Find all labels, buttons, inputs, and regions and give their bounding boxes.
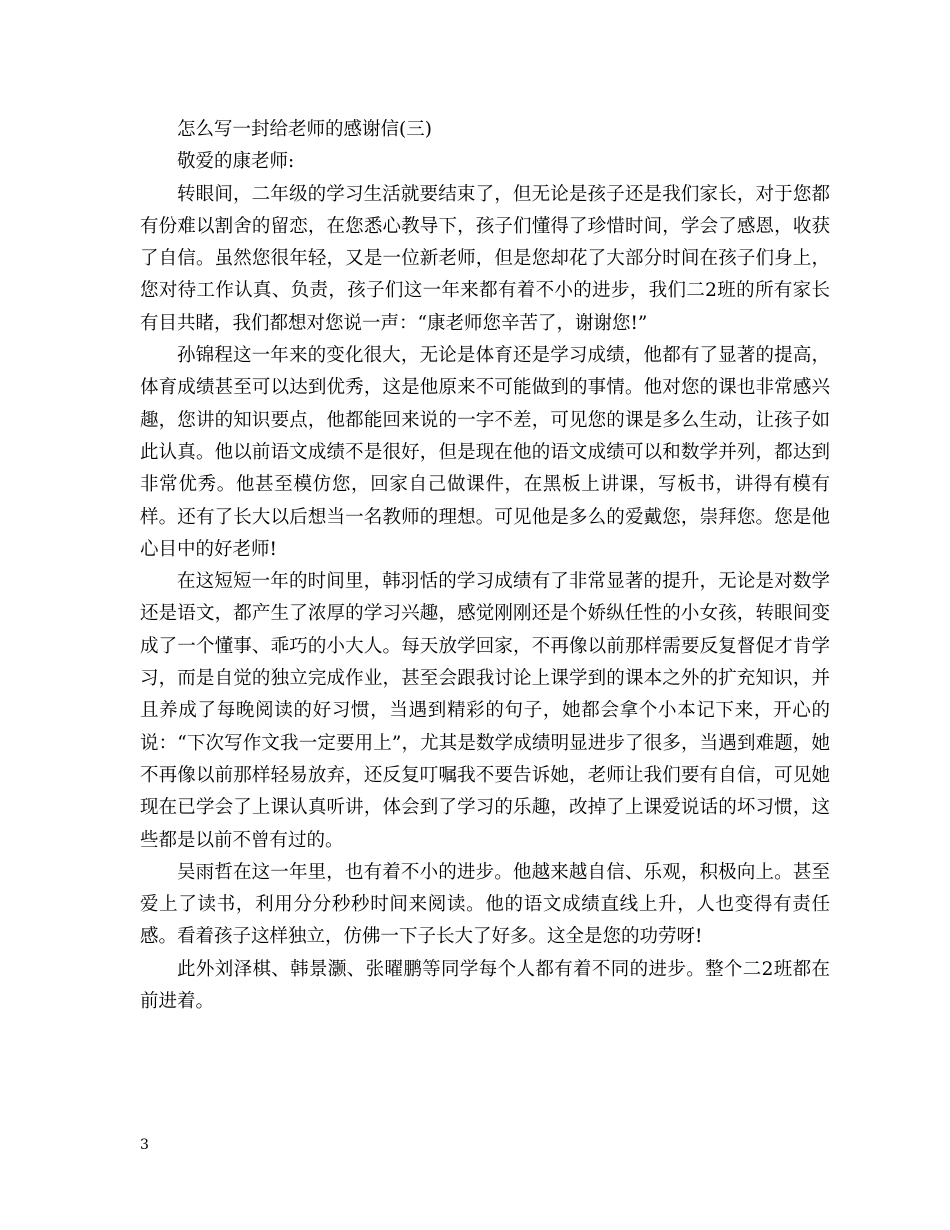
page-number: 3 [140,1137,149,1153]
letter-salutation: 敬爱的康老师: [177,151,295,173]
paragraph-3: 在这短短一年的时间里，韩羽恬的学习成绩有了非常显著的提升，无论是对数学还是语文，都产生了浓厚的学习兴趣，感觉刚刚还是个娇纵任性的小女孩，转眼间变成了一个懂事、乖巧的小大人。每天放学回家，不再像以前那样需要反复督促才肯学习，而是自觉的独立完成作业，甚至会跟我讨论上课学到的课本之外的扩充知识，并且养成了每晚阅读的好习惯，当遇到精彩的句子，她都会拿个小本记下来，开心的说：“下次写作文我一定要用上”，尤其是数学成绩明显进步了很多，当遇到难题，她不再像以前那样轻易放弃，还反复叮嘱我不要告诉她，老师让我们要有自信，可见她现在已学会了上课认真听讲，体会到了学习的乐趣，改掉了上课爱说话的坏习惯，这些都是以前不曾有过的。 [140,571,830,851]
letter-title: 怎么写一封给老师的感谢信(三) [177,119,432,140]
paragraph-4: 吴雨哲在这一年里，也有着不小的进步。他越来越自信、乐观，积极向上。甚至爱上了读书，利用分分秒秒时间来阅读。他的语文成绩直线上升，人也变得有责任感。看着孩子这样独立，仿佛一下子长大了好多。这全是您的功劳呀! [140,861,830,948]
paragraph-2: 孙锦程这一年来的变化很大，无论是体育还是学习成绩，他都有了显著的提高，体育成绩甚至可以达到优秀，这是他原来不可能做到的事情。他对您的课也非常感兴趣，您讲的知识要点，他都能回来说的一字不差，可见您的课是多么生动，让孩子如此认真。他以前语文成绩不是很好，但是现在他的语文成绩可以和数学并列，都达到非常优秀。他甚至模仿您，回家自己做课件，在黑板上讲课，写板书，讲得有模有样。还有了长大以后想当一名教师的理想。可见他是多么的爱戴您，崇拜您。您是他心目中的好老师! [140,345,830,560]
paragraph-1: 转眼间，二年级的学习生活就要结束了，但无论是孩子还是我们家长，对于您都有份难以割舍的留恋，在您悉心教导下，孩子们懂得了珍惜时间，学会了感恩，收获了自信。虽然您很年轻，又是一位新老师，但是您却花了大部分时间在孩子们身上，您对待工作认真、负责，孩子们这一年来都有着不小的进步，我们二2班的所有家长有目共睹，我们都想对您说一声：“康老师您辛苦了，谢谢您!” [140,183,830,334]
paragraph-5: 此外刘泽棋、韩景灏、张曜鹏等同学每个人都有着不同的进步。整个二2班都在前进着。 [140,958,830,1013]
letter-body [140,114,830,1018]
